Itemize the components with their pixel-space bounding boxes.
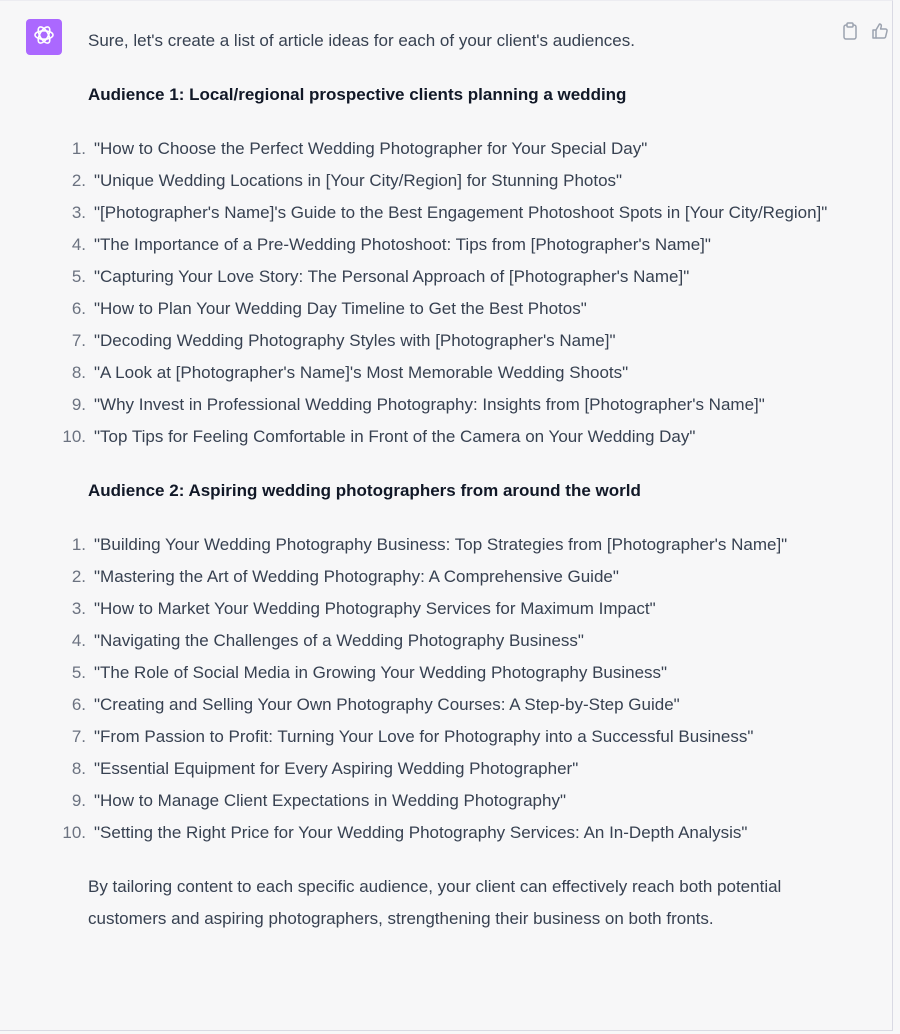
list-item [71,357,858,389]
list-item-text: "Unique Wedding Locations in [Your City/Region] for Stunning Photos" [94,171,623,190]
list-item-text: "How to Choose the Perfect Wedding Photographer for Your Special Day" [94,139,648,158]
article-ideas-list [62,133,858,453]
list-item-text: "Mastering the Art of Wedding Photography: A Comprehensive Guide" [94,567,619,586]
message-intro: Sure, let's create a list of article ideas for each of your client's audiences. [88,31,635,50]
list-item-text: "Why Invest in Professional Wedding Photography: Insights from [Photographer's Name]" [94,395,765,414]
list-item [71,325,858,357]
list-item-text: "How to Plan Your Wedding Day Timeline to Get the Best Photos" [94,299,587,318]
article-ideas-list [62,529,858,849]
list-item-text: "[Photographer's Name]'s Guide to the Best Engagement Photoshoot Spots in [Your City/Region]" [94,203,828,222]
openai-logo-icon [31,22,57,53]
list-number: 4. [71,631,86,650]
list-item [71,261,858,293]
list-number: 3. [71,203,86,222]
list-item [71,593,858,625]
message-conclusion: By tailoring content to each specific audience, your client can effectively reach both potential customers and aspiring photographers, strengthening their business on both fronts. [88,877,782,928]
list-item [62,817,858,849]
list-number: 8. [71,759,86,778]
list-item [71,389,858,421]
message-content [62,25,858,935]
list-item-text: "Building Your Wedding Photography Business: Top Strategies from [Photographer's Name]" [94,535,788,554]
list-item [62,421,858,453]
list-item-text: "Setting the Right Price for Your Wedding Photography Services: An In-Depth Analysis" [94,823,748,842]
list-item-text: "Top Tips for Feeling Comfortable in Front of the Camera on Your Wedding Day" [94,427,696,446]
list-item-text: "How to Manage Client Expectations in Wedding Photography" [94,791,566,810]
section-heading: Audience 2: Aspiring wedding photographers from around the world [88,481,641,500]
list-item [71,293,858,325]
list-number: 5. [71,267,86,286]
list-number: 6. [71,695,86,714]
list-number: 3. [71,599,86,618]
list-item-text: "Capturing Your Love Story: The Personal Approach of [Photographer's Name]" [94,267,690,286]
list-item-text: "Navigating the Challenges of a Wedding Photography Business" [94,631,584,650]
list-number: 8. [71,363,86,382]
list-item [71,753,858,785]
list-item [71,689,858,721]
list-item [71,561,858,593]
list-number: 2. [71,567,86,586]
list-number: 10. [62,823,86,842]
list-number: 5. [71,663,86,682]
list-number: 7. [71,727,86,746]
list-item [71,229,858,261]
list-number: 2. [71,171,86,190]
list-item-text: "Essential Equipment for Every Aspiring Wedding Photographer" [94,759,579,778]
list-item [71,529,858,561]
list-number: 6. [71,299,86,318]
list-item-text: "The Importance of a Pre-Wedding Photoshoot: Tips from [Photographer's Name]" [94,235,711,254]
list-number: 1. [71,535,86,554]
list-item-text: "Decoding Wedding Photography Styles with [Photographer's Name]" [94,331,616,350]
list-number: 9. [71,791,86,810]
section-heading: Audience 1: Local/regional prospective clients planning a wedding [88,85,627,104]
list-item [71,721,858,753]
list-item [71,625,858,657]
list-item [71,165,858,197]
list-item-text: "From Passion to Profit: Turning Your Love for Photography into a Successful Business" [94,727,754,746]
thumbs-up-icon [871,22,889,45]
list-number: 7. [71,331,86,350]
list-item-text: "Creating and Selling Your Own Photography Courses: A Step-by-Step Guide" [94,695,680,714]
list-number: 1. [71,139,86,158]
list-item [71,197,858,229]
assistant-avatar [26,19,62,55]
list-item [71,785,858,817]
list-item-text: "How to Market Your Wedding Photography Services for Maximum Impact" [94,599,656,618]
thumbs-up-button[interactable] [870,23,890,43]
list-number: 9. [71,395,86,414]
list-number: 10. [62,427,86,446]
list-item [71,133,858,165]
list-item-text: "A Look at [Photographer's Name]'s Most Memorable Wedding Shoots" [94,363,629,382]
list-item [71,657,858,689]
list-item-text: "The Role of Social Media in Growing Your Wedding Photography Business" [94,663,668,682]
list-number: 4. [71,235,86,254]
